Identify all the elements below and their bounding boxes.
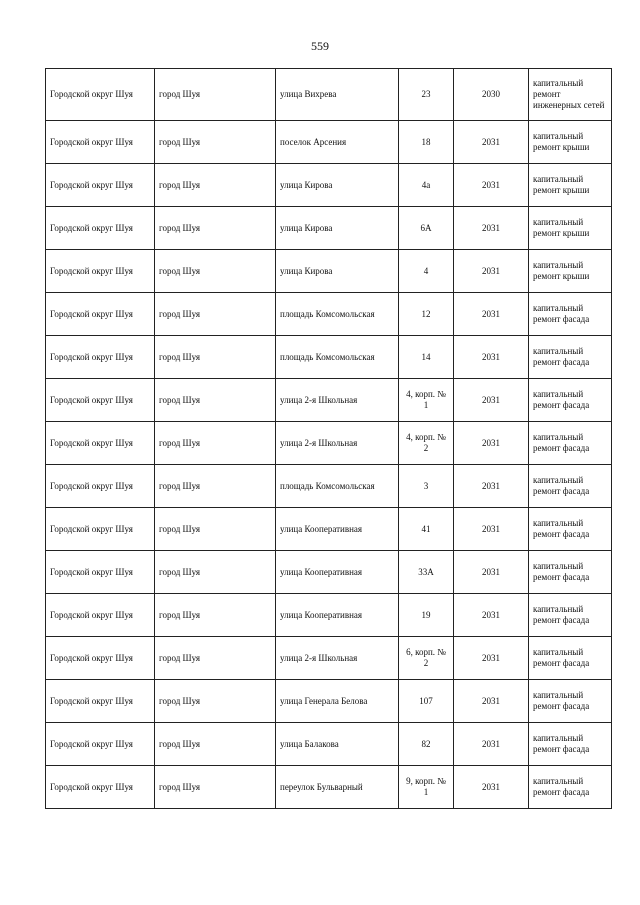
cell-city: город Шуя <box>155 250 276 293</box>
cell-city: город Шуя <box>155 723 276 766</box>
cell-year: 2031 <box>454 379 529 422</box>
table-row <box>46 766 612 809</box>
cell-work-type: капитальный ремонт фасада <box>529 422 612 465</box>
cell-okrug: Городской округ Шуя <box>46 207 155 250</box>
cell-house: 4а <box>399 164 454 207</box>
cell-city: город Шуя <box>155 594 276 637</box>
cell-work-type: капитальный ремонт крыши <box>529 121 612 164</box>
cell-okrug: Городской округ Шуя <box>46 336 155 379</box>
table-row <box>46 207 612 250</box>
cell-street: улица Кооперативная <box>276 551 399 594</box>
cell-work-type: капитальный ремонт фасада <box>529 465 612 508</box>
cell-okrug: Городской округ Шуя <box>46 379 155 422</box>
table-row <box>46 594 612 637</box>
cell-city: город Шуя <box>155 69 276 121</box>
cell-street: улица Кирова <box>276 164 399 207</box>
cell-street: переулок Бульварный <box>276 766 399 809</box>
table-row <box>46 422 612 465</box>
cell-city: город Шуя <box>155 551 276 594</box>
cell-city: город Шуя <box>155 293 276 336</box>
cell-street: улица Кирова <box>276 207 399 250</box>
cell-okrug: Городской округ Шуя <box>46 250 155 293</box>
table-row <box>46 508 612 551</box>
table-row <box>46 637 612 680</box>
table-row <box>46 336 612 379</box>
cell-city: город Шуя <box>155 379 276 422</box>
cell-house: 23 <box>399 69 454 121</box>
table-row <box>46 680 612 723</box>
table-row <box>46 293 612 336</box>
table-row <box>46 551 612 594</box>
page-number: 559 <box>311 39 329 53</box>
cell-city: город Шуя <box>155 766 276 809</box>
cell-house: 4, корп. № 2 <box>399 422 454 465</box>
cell-city: город Шуя <box>155 680 276 723</box>
cell-work-type: капитальный ремонт инженерных сетей <box>529 69 612 121</box>
table-row <box>46 379 612 422</box>
cell-city: город Шуя <box>155 422 276 465</box>
cell-house: 41 <box>399 508 454 551</box>
cell-house: 4, корп. № 1 <box>399 379 454 422</box>
cell-work-type: капитальный ремонт крыши <box>529 250 612 293</box>
cell-work-type: капитальный ремонт крыши <box>529 164 612 207</box>
cell-okrug: Городской округ Шуя <box>46 293 155 336</box>
cell-year: 2031 <box>454 680 529 723</box>
table-body <box>46 69 612 809</box>
cell-year: 2031 <box>454 164 529 207</box>
table-row <box>46 69 612 121</box>
cell-house: 9, корп. № 1 <box>399 766 454 809</box>
cell-year: 2031 <box>454 723 529 766</box>
cell-street: улица Балакова <box>276 723 399 766</box>
cell-house: 6А <box>399 207 454 250</box>
cell-house: 12 <box>399 293 454 336</box>
cell-city: город Шуя <box>155 207 276 250</box>
cell-year: 2031 <box>454 250 529 293</box>
cell-year: 2031 <box>454 465 529 508</box>
cell-okrug: Городской округ Шуя <box>46 637 155 680</box>
cell-okrug: Городской округ Шуя <box>46 69 155 121</box>
cell-street: улица Кооперативная <box>276 594 399 637</box>
cell-house: 107 <box>399 680 454 723</box>
table-row <box>46 121 612 164</box>
cell-city: город Шуя <box>155 164 276 207</box>
cell-work-type: капитальный ремонт фасада <box>529 723 612 766</box>
cell-city: город Шуя <box>155 121 276 164</box>
cell-okrug: Городской округ Шуя <box>46 164 155 207</box>
cell-okrug: Городской округ Шуя <box>46 723 155 766</box>
cell-year: 2031 <box>454 336 529 379</box>
cell-okrug: Городской округ Шуя <box>46 680 155 723</box>
cell-work-type: капитальный ремонт фасада <box>529 551 612 594</box>
table-row <box>46 723 612 766</box>
cell-work-type: капитальный ремонт крыши <box>529 207 612 250</box>
cell-okrug: Городской округ Шуя <box>46 422 155 465</box>
cell-house: 3 <box>399 465 454 508</box>
cell-year: 2031 <box>454 594 529 637</box>
cell-house: 4 <box>399 250 454 293</box>
cell-street: улица 2-я Школьная <box>276 379 399 422</box>
cell-work-type: капитальный ремонт фасада <box>529 637 612 680</box>
cell-work-type: капитальный ремонт фасада <box>529 293 612 336</box>
cell-okrug: Городской округ Шуя <box>46 594 155 637</box>
cell-street: улица 2-я Школьная <box>276 637 399 680</box>
cell-year: 2031 <box>454 551 529 594</box>
cell-street: улица Кирова <box>276 250 399 293</box>
cell-street: поселок Арсения <box>276 121 399 164</box>
cell-okrug: Городской округ Шуя <box>46 465 155 508</box>
cell-year: 2030 <box>454 69 529 121</box>
cell-street: улица Кооперативная <box>276 508 399 551</box>
cell-street: площадь Комсомольская <box>276 293 399 336</box>
cell-okrug: Городской округ Шуя <box>46 121 155 164</box>
cell-street: улица 2-я Школьная <box>276 422 399 465</box>
cell-house: 33А <box>399 551 454 594</box>
cell-street: площадь Комсомольская <box>276 465 399 508</box>
cell-year: 2031 <box>454 508 529 551</box>
cell-okrug: Городской округ Шуя <box>46 508 155 551</box>
cell-okrug: Городской округ Шуя <box>46 551 155 594</box>
cell-year: 2031 <box>454 293 529 336</box>
cell-city: город Шуя <box>155 508 276 551</box>
cell-work-type: капитальный ремонт фасада <box>529 766 612 809</box>
cell-work-type: капитальный ремонт фасада <box>529 594 612 637</box>
cell-city: город Шуя <box>155 465 276 508</box>
table-row <box>46 465 612 508</box>
cell-street: площадь Комсомольская <box>276 336 399 379</box>
cell-house: 6, корп. № 2 <box>399 637 454 680</box>
cell-street: улица Вихрева <box>276 69 399 121</box>
cell-house: 18 <box>399 121 454 164</box>
cell-work-type: капитальный ремонт фасада <box>529 379 612 422</box>
cell-work-type: капитальный ремонт фасада <box>529 336 612 379</box>
cell-house: 19 <box>399 594 454 637</box>
cell-year: 2031 <box>454 766 529 809</box>
cell-year: 2031 <box>454 121 529 164</box>
cell-work-type: капитальный ремонт фасада <box>529 680 612 723</box>
cell-work-type: капитальный ремонт фасада <box>529 508 612 551</box>
cell-year: 2031 <box>454 207 529 250</box>
table-row <box>46 250 612 293</box>
cell-year: 2031 <box>454 422 529 465</box>
repair-schedule-table <box>45 68 612 809</box>
cell-house: 82 <box>399 723 454 766</box>
table-row <box>46 164 612 207</box>
cell-okrug: Городской округ Шуя <box>46 766 155 809</box>
cell-city: город Шуя <box>155 336 276 379</box>
cell-year: 2031 <box>454 637 529 680</box>
cell-house: 14 <box>399 336 454 379</box>
cell-street: улица Генерала Белова <box>276 680 399 723</box>
cell-city: город Шуя <box>155 637 276 680</box>
